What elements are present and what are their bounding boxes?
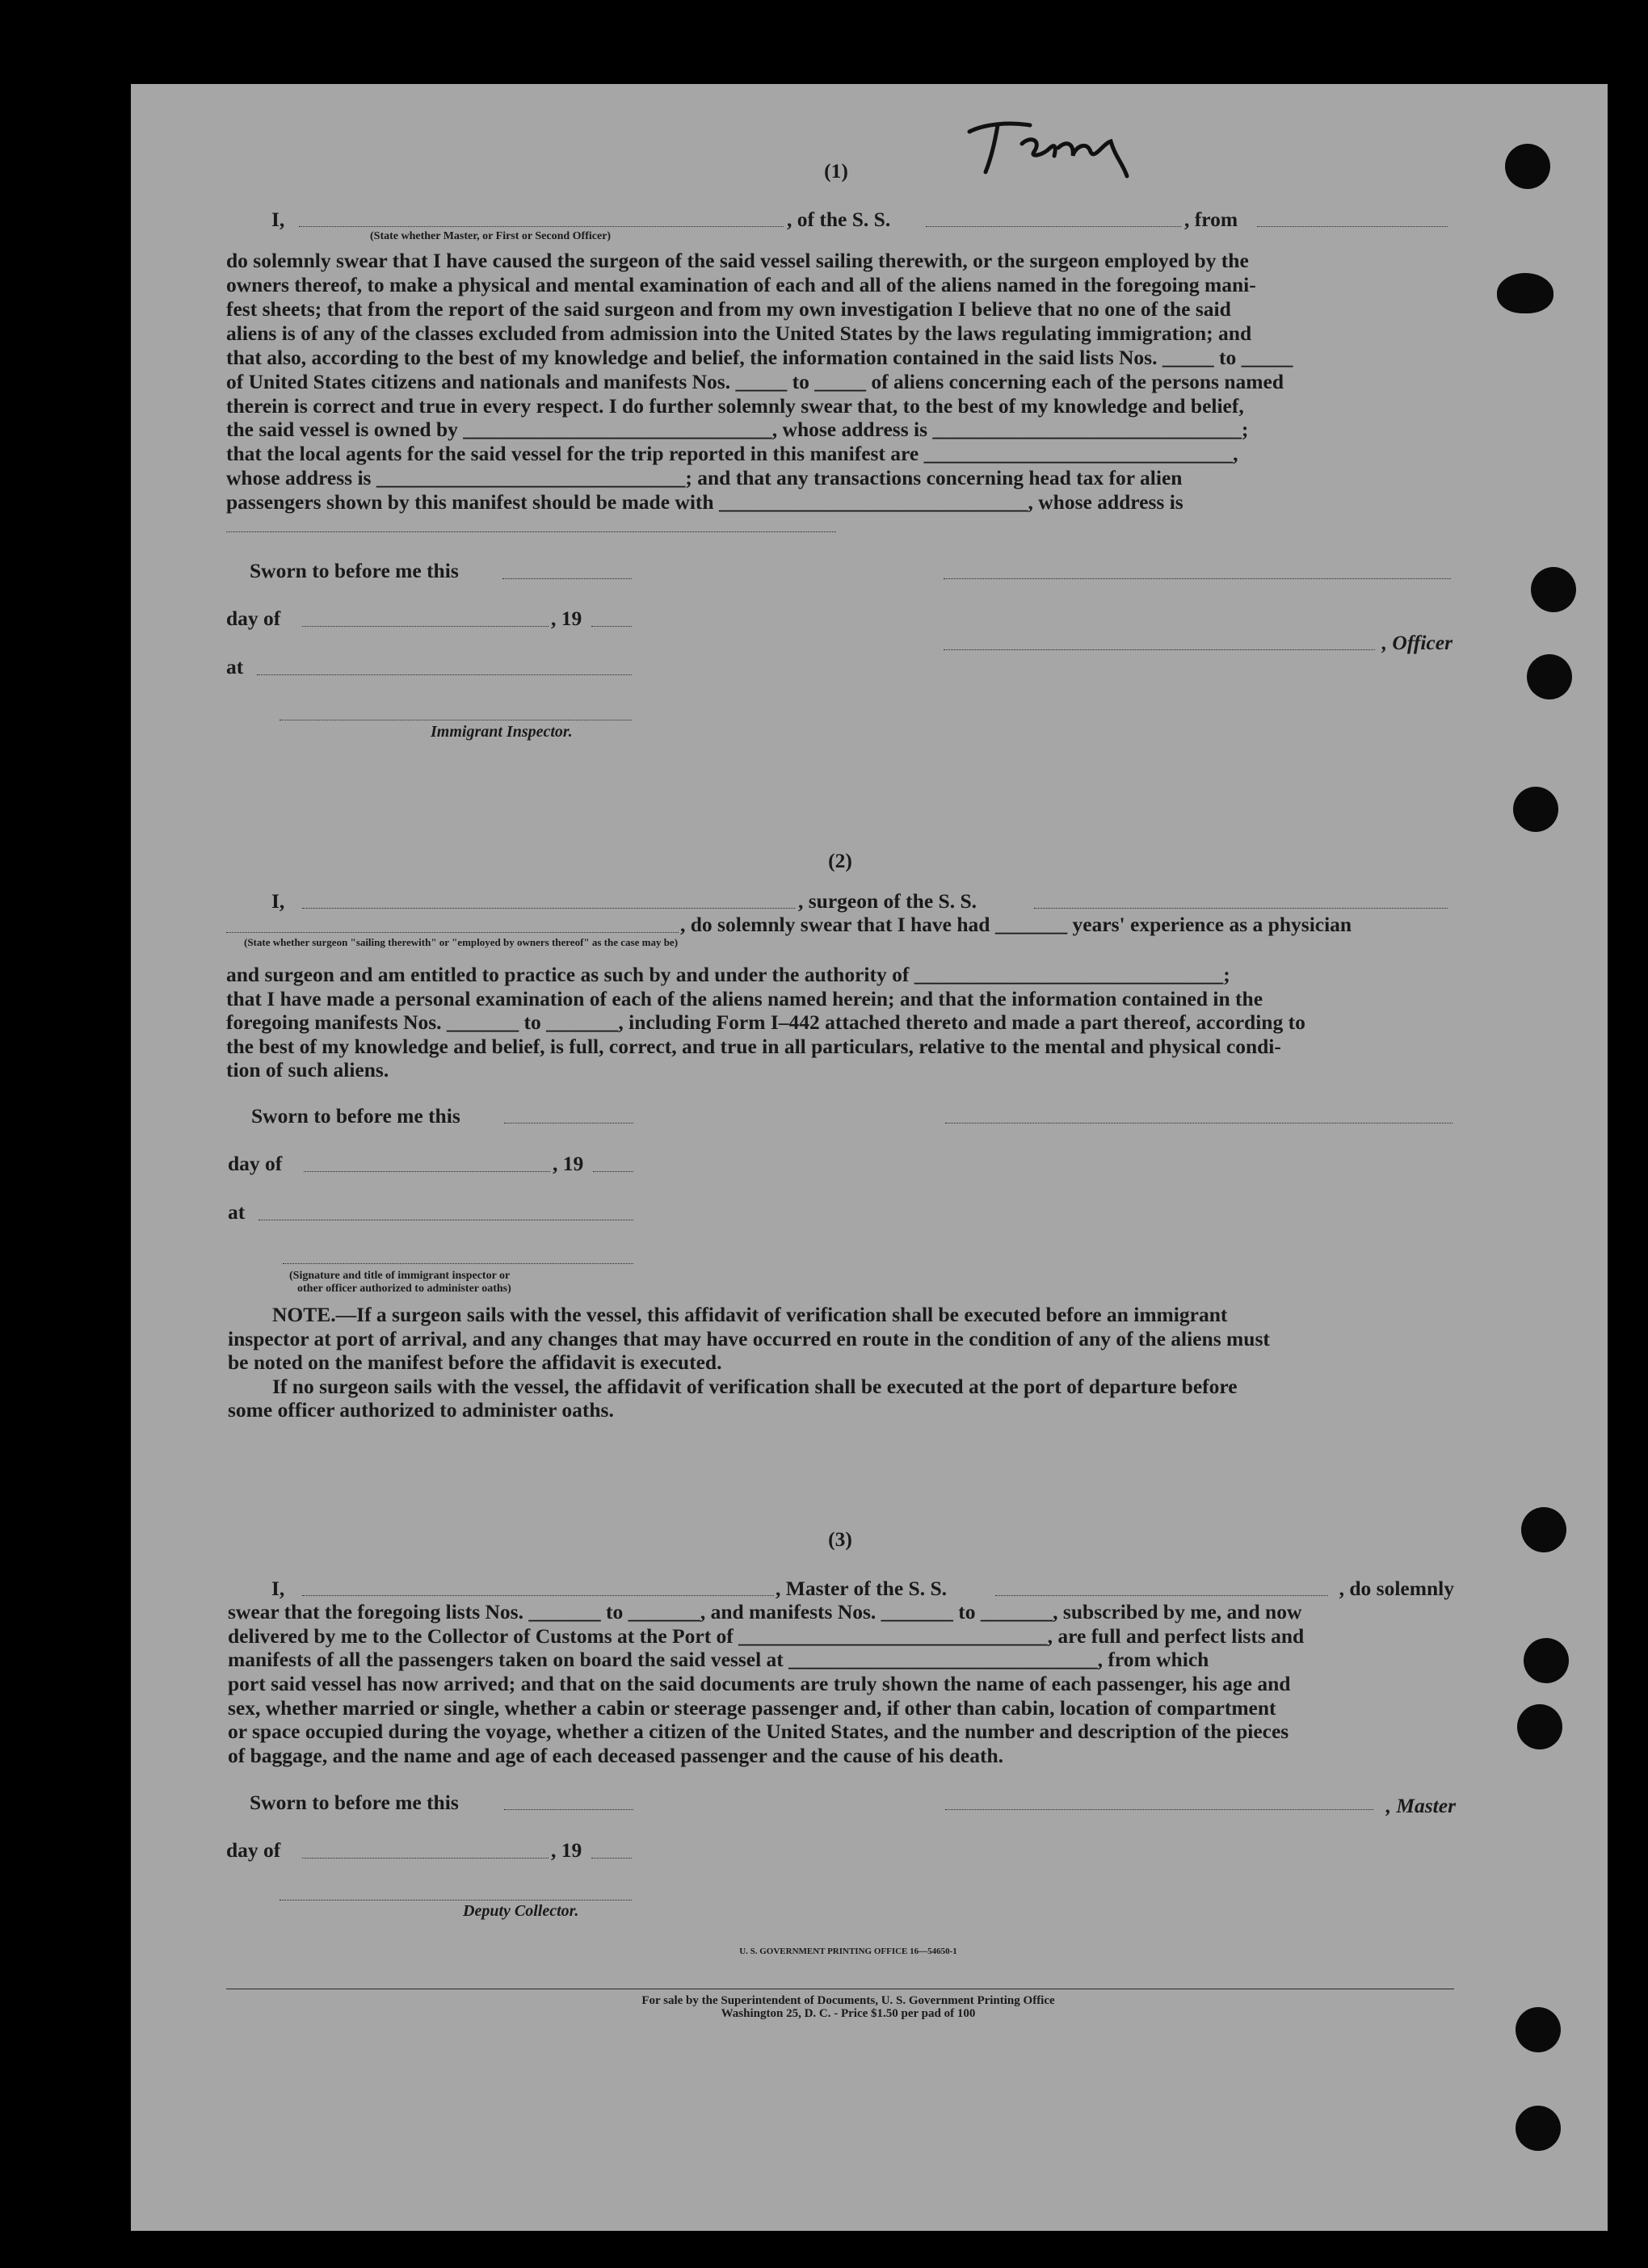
officer-label: , Officer: [1381, 631, 1453, 654]
section-3-i-label: I,: [271, 1577, 285, 1600]
section-3-day-of-label: day of: [226, 1838, 281, 1862]
note-line-1: NOTE.—If a surgeon sails with the vessel, this affidavit of verification shall be executed before an immigrant: [272, 1303, 1228, 1326]
section-3-line-4: manifests of all the passengers taken on board the said vessel at ______________________________, from which: [228, 1648, 1209, 1671]
punch-hole: [1517, 1704, 1562, 1749]
section-2-i-label: I,: [271, 889, 285, 913]
section-3-sworn-label: Sworn to before me this: [250, 1791, 459, 1814]
section-1-line-9: that the local agents for the said vessel for the trip reported in this manifest are ______________________________,: [226, 442, 1238, 465]
section-1-line-2: owners thereof, to make a physical and mental examination of each and all of the aliens named in the foregoing mani-: [226, 273, 1256, 296]
note-line-2: inspector at port of arrival, and any changes that may have occurred en route in the condition of any of the aliens must: [228, 1327, 1270, 1350]
officer-signature-field[interactable]: [944, 578, 1451, 579]
section-2-day-of-label: day of: [228, 1152, 283, 1175]
section-2-year-field[interactable]: [593, 1171, 633, 1172]
section-3-year-prefix: , 19: [551, 1838, 582, 1862]
signature-note-2: other officer authorized to administer oaths): [297, 1283, 511, 1295]
section-2-month-field[interactable]: [304, 1171, 550, 1172]
surgeon-status-field[interactable]: [226, 932, 679, 933]
vessel-name-field[interactable]: [926, 226, 1181, 227]
section-3-line-7: or space occupied during the voyage, whether a citizen of the United States, and the number and description of the pieces: [228, 1720, 1289, 1743]
punch-hole: [1505, 144, 1550, 189]
punch-hole: [1513, 787, 1558, 832]
surgeon-name-field[interactable]: [302, 908, 795, 909]
port-from-field[interactable]: [1257, 226, 1448, 227]
deputy-collector-label: Deputy Collector.: [463, 1902, 579, 1920]
punch-hole: [1527, 654, 1572, 699]
section-1-sworn-date-field[interactable]: [502, 578, 632, 579]
section-2-line-2: , do solemnly swear that I have had _______ years' experience as a physician: [680, 913, 1352, 936]
section-2-number: (2): [828, 849, 852, 872]
section-3-solemnly-label: , do solemnly: [1339, 1577, 1454, 1600]
punch-hole: [1524, 1638, 1569, 1683]
section-1-line-1: do solemnly swear that I have caused the surgeon of the said vessel sailing therewith, or the surgeon employed by the: [226, 249, 1249, 272]
sale-notice-line-2: Washington 25, D. C. - Price $1.50 per pad of 100: [721, 2007, 976, 2020]
section-3-master-label: , Master of the S. S.: [776, 1577, 948, 1600]
surgeon-note: (State whether surgeon "sailing therewith" or "employed by owners thereof" as the case may be): [244, 936, 679, 948]
section-3-line-8: of baggage, and the name and age of each deceased passenger and the cause of his death.: [228, 1744, 1004, 1767]
section-2-sworn-label: Sworn to before me this: [251, 1104, 460, 1128]
punch-hole: [1531, 567, 1576, 612]
section-1-place-field[interactable]: [257, 674, 632, 675]
section-1-line-10: whose address is ______________________________; and that any transactions concerning head tax for alien: [226, 466, 1183, 489]
officer-name-field[interactable]: [299, 226, 784, 227]
punch-hole: [1497, 273, 1553, 313]
section-1-line-8: the said vessel is owned by ______________________________, whose address is ______________________________;: [226, 418, 1249, 441]
printing-office-code: U. S. GOVERNMENT PRINTING OFFICE 16—54650-1: [739, 1947, 957, 1956]
sale-notice-line-1: For sale by the Superintendent of Documents, U. S. Government Printing Office: [641, 1994, 1055, 2007]
section-2-line-5: foregoing manifests Nos. _______ to _______, including Form I–442 attached thereto and made a part thereof, according to: [226, 1010, 1305, 1034]
section-1-line-4: aliens is of any of the classes excluded from admission into the United States by the laws regulating immigration; and: [226, 321, 1252, 345]
section-1-year-prefix: , 19: [551, 607, 582, 630]
punch-hole: [1516, 2106, 1561, 2151]
master-name-field[interactable]: [302, 1595, 774, 1596]
section-2-line-6: the best of my knowledge and belief, is full, correct, and true in all particulars, relative to the mental and physical condi-: [226, 1035, 1281, 1058]
section-1-line-7: therein is correct and true in every respect. I do further solemnly swear that, to the best of my knowledge and belief,: [226, 394, 1244, 418]
punch-hole: [1521, 1507, 1566, 1552]
master-label: , Master: [1385, 1794, 1456, 1817]
section-1-year-field[interactable]: [591, 626, 632, 627]
section-2-surgeon-label: , surgeon of the S. S.: [798, 889, 977, 913]
section-1-line-11: passengers shown by this manifest should be made with ______________________________, whose address is: [226, 490, 1183, 514]
section-2-line-4: that I have made a personal examination of each of the aliens named herein; and that the information contained in the: [226, 987, 1263, 1010]
section-3-line-2: swear that the foregoing lists Nos. _______ to _______, and manifests Nos. _______ to _______, subscribed by me, and now: [228, 1600, 1302, 1623]
note-line-4: If no surgeon sails with the vessel, the affidavit of verification shall be executed at the port of departure before: [272, 1375, 1238, 1398]
section-3-line-6: sex, whether married or single, whether a cabin or steerage passenger and, if other than cabin, location of compartment: [228, 1696, 1276, 1720]
section-1-of-ss-label: , of the S. S.: [787, 208, 891, 231]
handwritten-signature: [953, 107, 1147, 180]
section-1-day-of-label: day of: [226, 607, 281, 630]
note-line-3: be noted on the manifest before the affidavit is executed.: [228, 1350, 722, 1374]
section-1-line-5: that also, according to the best of my knowledge and belief, the information contained in the said lists Nos. _____ to _____: [226, 346, 1293, 369]
section-1-at-label: at: [226, 655, 244, 678]
section-2-vessel-field[interactable]: [1034, 908, 1448, 909]
section-3-vessel-field[interactable]: [995, 1595, 1328, 1596]
section-3-sworn-date-field[interactable]: [504, 1809, 633, 1810]
surgeon-signature-field[interactable]: [945, 1123, 1453, 1124]
section-1-line-6: of United States citizens and nationals and manifests Nos. _____ to _____ of aliens concerning each of the persons named: [226, 370, 1284, 393]
section-1-sworn-label: Sworn to before me this: [250, 559, 459, 582]
officer-note: (State whether Master, or First or Second Officer): [370, 230, 612, 242]
section-1-number: (1): [824, 159, 848, 183]
section-2-at-label: at: [228, 1200, 246, 1224]
administering-officer-signature-field[interactable]: [283, 1263, 633, 1264]
section-1-from-label: , from: [1184, 208, 1238, 231]
section-1-i-label: I,: [271, 208, 285, 231]
section-1-line-3: fest sheets; that from the report of the said surgeon and from my own investigation I believe that no one of the said: [226, 297, 1231, 321]
section-3-number: (3): [828, 1527, 852, 1551]
section-2-line-7: tion of such aliens.: [226, 1058, 389, 1082]
section-3-line-5: port said vessel has now arrived; and that on the said documents are truly shown the name of each passenger, his age and: [228, 1672, 1291, 1695]
note-line-5: some officer authorized to administer oaths.: [228, 1398, 614, 1422]
signature-note-1: (Signature and title of immigrant inspector or: [289, 1270, 511, 1282]
section-2-year-prefix: , 19: [553, 1152, 584, 1175]
section-2-sworn-date-field[interactable]: [504, 1123, 633, 1124]
section-3-line-3: delivered by me to the Collector of Customs at the Port of ______________________________, are full and perfect lists and: [228, 1624, 1305, 1648]
section-2-line-3: and surgeon and am entitled to practice as such by and under the authority of ______________________________;: [226, 963, 1230, 986]
punch-hole: [1516, 2007, 1561, 2052]
section-1-month-field[interactable]: [302, 626, 549, 627]
immigrant-inspector-label: Immigrant Inspector.: [431, 723, 573, 741]
head-tax-address-field[interactable]: [226, 531, 836, 532]
